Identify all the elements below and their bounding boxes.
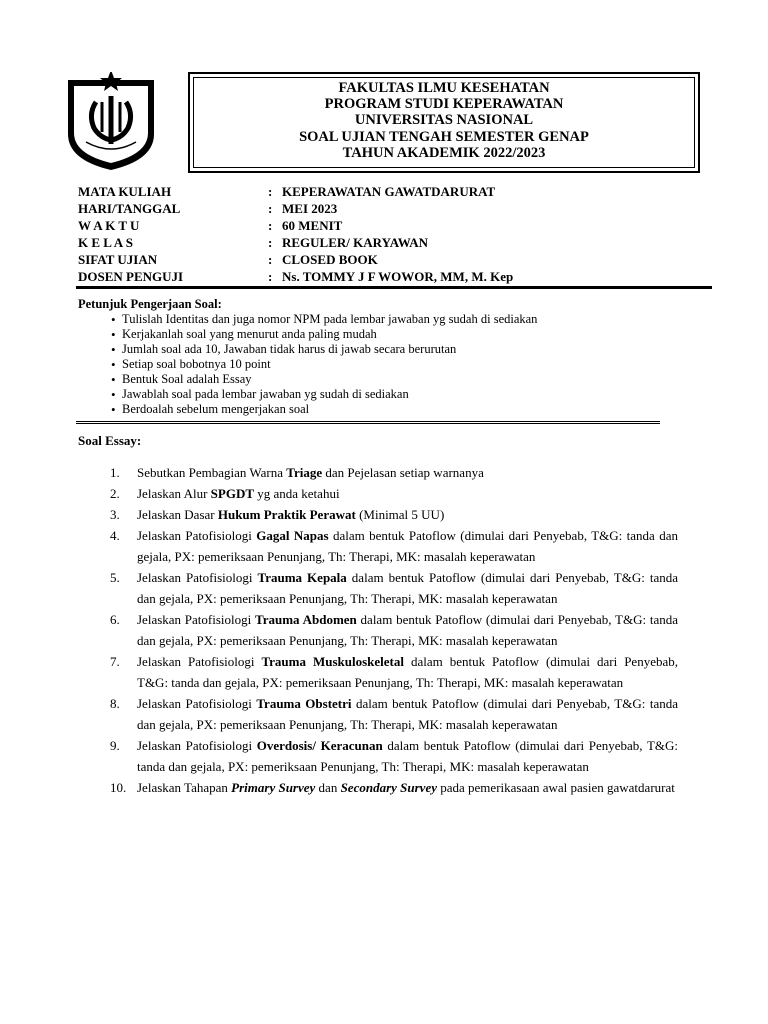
info-value: KEPERAWATAN GAWATDARURAT [282, 184, 496, 199]
info-value: Ns. TOMMY J F WOWOR, MM, M. Kep [282, 269, 514, 284]
instruction-item: • Bentuk Soal adalah Essay [78, 372, 537, 387]
question-text: dan Pejelasan setiap warnanya [322, 465, 484, 480]
question-item [110, 525, 678, 567]
info-label: SIFAT UJIAN [78, 252, 158, 267]
info-value: 60 MENIT [282, 218, 343, 233]
question-keyword: Secondary Survey [340, 780, 437, 795]
info-value: MEI 2023 [282, 201, 338, 216]
instruction-item: • Jawablah soal pada lembar jawaban yg sudah di sediakan [78, 387, 537, 402]
info-label: HARI/TANGGAL [78, 201, 181, 216]
question-text: pada pemerikasaan awal pasien gawatdarurat [437, 780, 675, 795]
info-colon: : [268, 235, 273, 250]
instructions-list [78, 312, 537, 417]
question-text: Jelaskan Patofisiologi [137, 654, 262, 669]
question-text: Jelaskan Patofisiologi [137, 696, 257, 711]
question-item [110, 693, 678, 735]
question-keyword: Hukum Praktik Perawat [217, 507, 356, 522]
question-text: dalam bentuk Patoflow (dimulai dari Penyebab, T&G: tanda dan gejala, PX: pemeriksaan Penunjang, Th: Therapi, MK: masalah keperawatan [137, 612, 678, 648]
question-text: Jelaskan Patofisiologi [137, 612, 256, 627]
instructions-title: Petunjuk Pengerjaan Soal: [78, 297, 222, 311]
question-keyword: Trauma Muskuloskeletal [261, 654, 404, 669]
question-number: 2. [110, 486, 120, 501]
instruction-item: • Tulislah Identitas dan juga nomor NPM pada lembar jawaban yg sudah di sediakan [78, 312, 537, 327]
question-keyword: Triage [286, 465, 323, 480]
program-title: PROGRAM STUDI KEPERAWATAN [324, 96, 564, 113]
section-divider [76, 286, 712, 289]
question-item [110, 777, 678, 798]
question-keyword: Gagal Napas [256, 528, 329, 543]
question-item [110, 462, 678, 483]
question-text: (Minimal 5 UU) [355, 507, 445, 522]
section-divider [76, 421, 660, 424]
info-colon: : [268, 201, 273, 216]
university-title: UNIVERSITAS NASIONAL [354, 112, 534, 129]
info-label: W A K T U [78, 218, 140, 233]
question-number: 3. [110, 507, 120, 522]
question-text: dalam bentuk Patoflow (dimulai dari Penyebab, T&G: tanda dan gejala, PX: pemeriksaan Penunjang, Th: Therapi, MK: masalah keperawatan [137, 738, 678, 774]
instructions-section [78, 297, 537, 417]
question-keyword: Overdosis/ Keracunan [256, 738, 383, 753]
question-text: dalam bentuk Patoflow (dimulai dari Penyebab, T&G: tanda dan gejala, PX: pemeriksaan Penunjang, Th: Therapi, MK: masalah keperawatan [137, 528, 678, 564]
question-keyword: Primary Survey [231, 780, 316, 795]
instruction-item: • Berdoalah sebelum mengerjakan soal [78, 402, 537, 417]
instruction-item: • Jumlah soal ada 10, Jawaban tidak harus di jawab secara berurutan [78, 342, 537, 357]
academic-year: TAHUN AKADEMIK 2022/2023 [342, 144, 546, 161]
essay-title: Soal Essay: [78, 433, 142, 448]
exam-header-box [188, 72, 700, 173]
info-colon: : [268, 218, 273, 233]
info-value: CLOSED BOOK [282, 252, 378, 267]
question-number: 8. [110, 696, 120, 711]
question-item [110, 483, 678, 504]
info-colon: : [268, 252, 273, 267]
question-number: 7. [110, 654, 120, 669]
question-text: Jelaskan Tahapan [137, 780, 232, 795]
question-text: Sebutkan Pembagian Warna [137, 465, 287, 480]
question-text: yg anda ketahui [254, 486, 340, 501]
question-item [110, 735, 678, 777]
info-label: MATA KULIAH [78, 184, 172, 199]
university-logo [66, 72, 156, 172]
question-text: Jelaskan Patofisiologi [137, 570, 258, 585]
question-text: Jelaskan Patofisiologi [137, 528, 257, 543]
instruction-item: • Kerjakanlah soal yang menurut anda paling mudah [78, 327, 537, 342]
question-number: 5. [110, 570, 120, 585]
info-label: K E L A S [78, 235, 133, 250]
question-item [110, 651, 678, 693]
question-keyword: Trauma Obstetri [256, 696, 352, 711]
question-item [110, 609, 678, 651]
faculty-title: FAKULTAS ILMU KESEHATAN [338, 80, 550, 96]
question-text: dan [315, 780, 341, 795]
question-item [110, 567, 678, 609]
question-keyword: SPGDT [210, 486, 254, 501]
info-colon: : [268, 269, 273, 284]
question-number: 9. [110, 738, 120, 753]
question-keyword: Trauma Kepala [257, 570, 347, 585]
question-item [110, 504, 678, 525]
question-number: 6. [110, 612, 120, 627]
question-number: 4. [110, 528, 120, 543]
question-text: Jelaskan Patofisiologi [137, 738, 257, 753]
question-text: Jelaskan Alur [137, 486, 211, 501]
question-list [110, 462, 678, 798]
question-text: Jelaskan Dasar [137, 507, 218, 522]
question-number: 1. [110, 465, 120, 480]
info-label: DOSEN PENGUJI [78, 269, 184, 284]
question-number: 10. [110, 780, 127, 795]
question-text: dalam bentuk Patoflow (dimulai dari Penyebab, T&G: tanda dan gejala, PX: pemeriksaan Penunjang, Th: Therapi, MK: masalah keperawatan [137, 696, 678, 732]
question-text: dalam bentuk Patoflow (dimulai dari Penyebab, T&G: tanda dan gejala, PX: pemeriksaan Penunjang, Th: Therapi, MK: masalah keperawatan [137, 654, 678, 690]
info-value: REGULER/ KARYAWAN [282, 235, 429, 250]
question-text: dalam bentuk Patoflow (dimulai dari Penyebab, T&G: tanda dan gejala, PX: pemeriksaan Penunjang, Th: Therapi, MK: masalah keperawatan [137, 570, 678, 606]
university-emblem-icon [66, 72, 156, 172]
info-colon: : [268, 184, 273, 199]
question-keyword: Trauma Abdomen [255, 612, 357, 627]
instruction-item: • Setiap soal bobotnya 10 point [78, 357, 537, 372]
exam-title: SOAL UJIAN TENGAH SEMESTER GENAP [299, 128, 589, 145]
